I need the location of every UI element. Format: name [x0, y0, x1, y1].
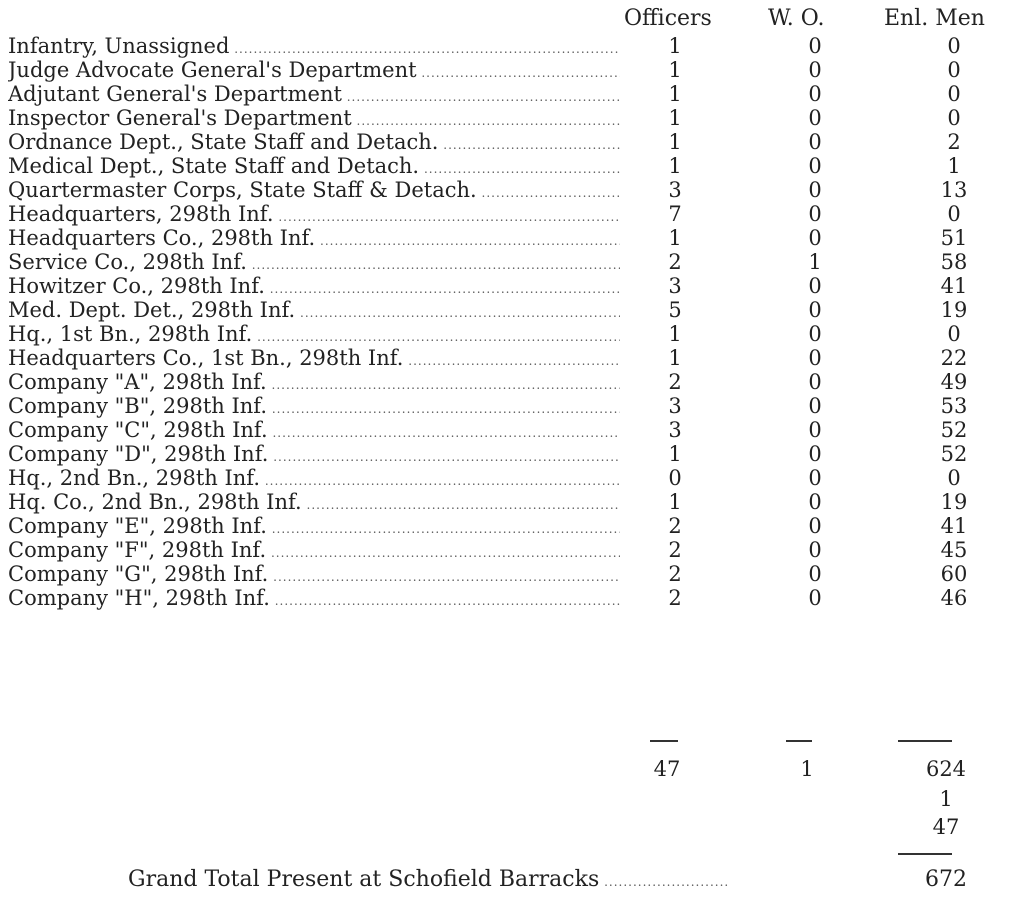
enlisted-men-cell: 45 — [940, 538, 968, 562]
table-row — [8, 562, 1018, 586]
table-row — [8, 58, 1018, 82]
officers-cell: 1 — [668, 34, 682, 58]
officers-cell: 1 — [668, 442, 682, 466]
unit-label: Company "D", 298th Inf. ..... — [8, 442, 620, 469]
unit-label: Inspector General's Department ..... — [8, 106, 620, 133]
table-row — [8, 466, 1018, 490]
warrant-officers-cell: 0 — [808, 154, 822, 178]
table-row — [8, 514, 1018, 538]
warrant-officers-cell: 0 — [808, 34, 822, 58]
enlisted-men-cell: 58 — [940, 250, 968, 274]
enlisted-men-cell: 52 — [940, 442, 968, 466]
enlisted-men-cell: 0 — [947, 322, 961, 346]
warrant-officers-cell: 0 — [808, 370, 822, 394]
table-row — [8, 418, 1018, 442]
unit-label: Hq., 2nd Bn., 298th Inf. ..... — [8, 466, 620, 493]
unit-label: Headquarters, 298th Inf. ..... — [8, 202, 620, 229]
total-enlisted: 624 — [925, 757, 967, 781]
warrant-officers-cell: 0 — [808, 322, 822, 346]
table-row — [8, 322, 1018, 346]
unit-label: Ordnance Dept., State Staff and Detach. ..... — [8, 130, 620, 157]
warrant-officers-cell: 0 — [808, 586, 822, 610]
officers-cell: 1 — [668, 154, 682, 178]
enlisted-men-cell: 13 — [940, 178, 968, 202]
enlisted-men-cell: 0 — [947, 106, 961, 130]
unit-label: Company "G", 298th Inf. ..... — [8, 562, 620, 589]
warrant-officers-cell: 0 — [808, 514, 822, 538]
warrant-officers-cell: 0 — [808, 346, 822, 370]
enlisted-men-cell: 22 — [940, 346, 968, 370]
enlisted-men-cell: 1 — [947, 154, 961, 178]
unit-label: Company "H", 298th Inf. ..... — [8, 586, 620, 613]
table-row — [8, 442, 1018, 466]
table-row — [8, 34, 1018, 58]
warrant-officers-cell: 0 — [808, 178, 822, 202]
unit-label: Headquarters Co., 298th Inf. ..... — [8, 226, 620, 253]
officers-cell: 2 — [668, 538, 682, 562]
table-row — [8, 394, 1018, 418]
unit-label: Service Co., 298th Inf. ..... — [8, 250, 620, 277]
unit-label: Company "A", 298th Inf. ..... — [8, 370, 620, 397]
officers-cell: 1 — [668, 130, 682, 154]
enlisted-men-cell: 19 — [940, 490, 968, 514]
total-officers: 47 — [653, 757, 681, 781]
enlisted-men-cell: 2 — [947, 130, 961, 154]
warrant-officers-cell: 0 — [808, 82, 822, 106]
enlisted-men-cell: 0 — [947, 34, 961, 58]
officers-cell: 3 — [668, 274, 682, 298]
table-row — [8, 226, 1018, 250]
unit-label: Quartermaster Corps, State Staff & Detach. ..... — [8, 178, 620, 205]
grand-total-label: Grand Total Present at Schofield Barracks ..... — [128, 866, 728, 896]
table-row — [8, 490, 1018, 514]
added-wo: 1 — [939, 787, 953, 811]
enlisted-men-cell: 46 — [940, 586, 968, 610]
officers-cell: 1 — [668, 226, 682, 250]
enlisted-men-cell: 0 — [947, 82, 961, 106]
enlisted-men-cell: 0 — [947, 202, 961, 226]
enlisted-men-cell: 41 — [940, 514, 968, 538]
officers-cell: 3 — [668, 418, 682, 442]
enlisted-men-cell: 0 — [947, 466, 961, 490]
unit-label: Company "F", 298th Inf. ..... — [8, 538, 620, 565]
unit-label: Company "E", 298th Inf. ..... — [8, 514, 620, 541]
warrant-officers-cell: 0 — [808, 106, 822, 130]
table-row — [8, 298, 1018, 322]
officers-cell: 7 — [668, 202, 682, 226]
enlisted-men-cell: 53 — [940, 394, 968, 418]
table-row — [8, 274, 1018, 298]
warrant-officers-cell: 0 — [808, 538, 822, 562]
unit-label: Company "B", 298th Inf. ..... — [8, 394, 620, 421]
table-row — [8, 130, 1018, 154]
unit-label: Hq. Co., 2nd Bn., 298th Inf. ..... — [8, 490, 620, 517]
enlisted-men-cell: 41 — [940, 274, 968, 298]
unit-label: Adjutant General's Department ..... — [8, 82, 620, 109]
table-row — [8, 82, 1018, 106]
warrant-officers-cell: 0 — [808, 130, 822, 154]
warrant-officers-cell: 0 — [808, 202, 822, 226]
officers-cell: 1 — [668, 346, 682, 370]
grand-total-value: 672 — [925, 867, 967, 892]
warrant-officers-cell: 0 — [808, 298, 822, 322]
table-row — [8, 346, 1018, 370]
warrant-officers-cell: 1 — [808, 250, 822, 274]
officers-cell: 1 — [668, 490, 682, 514]
roster-table — [8, 34, 1018, 610]
officers-cell: 1 — [668, 322, 682, 346]
unit-label: Headquarters Co., 1st Bn., 298th Inf. ..... — [8, 346, 620, 373]
officers-cell: 2 — [668, 370, 682, 394]
warrant-officers-cell: 0 — [808, 490, 822, 514]
total-wo: 1 — [800, 757, 814, 781]
officers-cell: 3 — [668, 178, 682, 202]
grand-total-rule — [898, 853, 952, 855]
table-row — [8, 538, 1018, 562]
warrant-officers-cell: 0 — [808, 274, 822, 298]
warrant-officers-cell: 0 — [808, 442, 822, 466]
officers-cell: 2 — [668, 586, 682, 610]
enlisted-men-cell: 19 — [940, 298, 968, 322]
warrant-officers-cell: 0 — [808, 418, 822, 442]
header-officers: Officers — [624, 6, 712, 31]
unit-label: Medical Dept., State Staff and Detach. ..... — [8, 154, 620, 181]
unit-label: Med. Dept. Det., 298th Inf. ..... — [8, 298, 620, 325]
officers-cell: 1 — [668, 58, 682, 82]
table-row — [8, 250, 1018, 274]
enlisted-men-cell: 49 — [940, 370, 968, 394]
table-row — [8, 370, 1018, 394]
enlisted-men-cell: 60 — [940, 562, 968, 586]
total-rule-officers — [650, 740, 678, 742]
enlisted-men-cell: 51 — [940, 226, 968, 250]
officers-cell: 3 — [668, 394, 682, 418]
total-rule-enlisted — [898, 740, 952, 742]
warrant-officers-cell: 0 — [808, 394, 822, 418]
enlisted-men-cell: 0 — [947, 58, 961, 82]
header-enlisted-men: Enl. Men — [884, 6, 985, 31]
table-row — [8, 178, 1018, 202]
officers-cell: 1 — [668, 82, 682, 106]
warrant-officers-cell: 0 — [808, 226, 822, 250]
enlisted-men-cell: 52 — [940, 418, 968, 442]
officers-cell: 1 — [668, 106, 682, 130]
header-warrant-officers: W. O. — [768, 6, 825, 31]
warrant-officers-cell: 0 — [808, 58, 822, 82]
officers-cell: 5 — [668, 298, 682, 322]
table-row — [8, 586, 1018, 610]
unit-label: Infantry, Unassigned ..... — [8, 34, 620, 61]
total-rule-wo — [786, 740, 812, 742]
unit-label: Hq., 1st Bn., 298th Inf. ..... — [8, 322, 620, 349]
officers-cell: 2 — [668, 562, 682, 586]
unit-label: Judge Advocate General's Department ..... — [8, 58, 620, 85]
officers-cell: 0 — [668, 466, 682, 490]
unit-label: Howitzer Co., 298th Inf. ..... — [8, 274, 620, 301]
table-row — [8, 202, 1018, 226]
warrant-officers-cell: 0 — [808, 466, 822, 490]
officers-cell: 2 — [668, 514, 682, 538]
table-row — [8, 106, 1018, 130]
added-officers: 47 — [932, 815, 960, 839]
warrant-officers-cell: 0 — [808, 562, 822, 586]
unit-label: Company "C", 298th Inf. ..... — [8, 418, 620, 445]
officers-cell: 2 — [668, 250, 682, 274]
table-row — [8, 154, 1018, 178]
